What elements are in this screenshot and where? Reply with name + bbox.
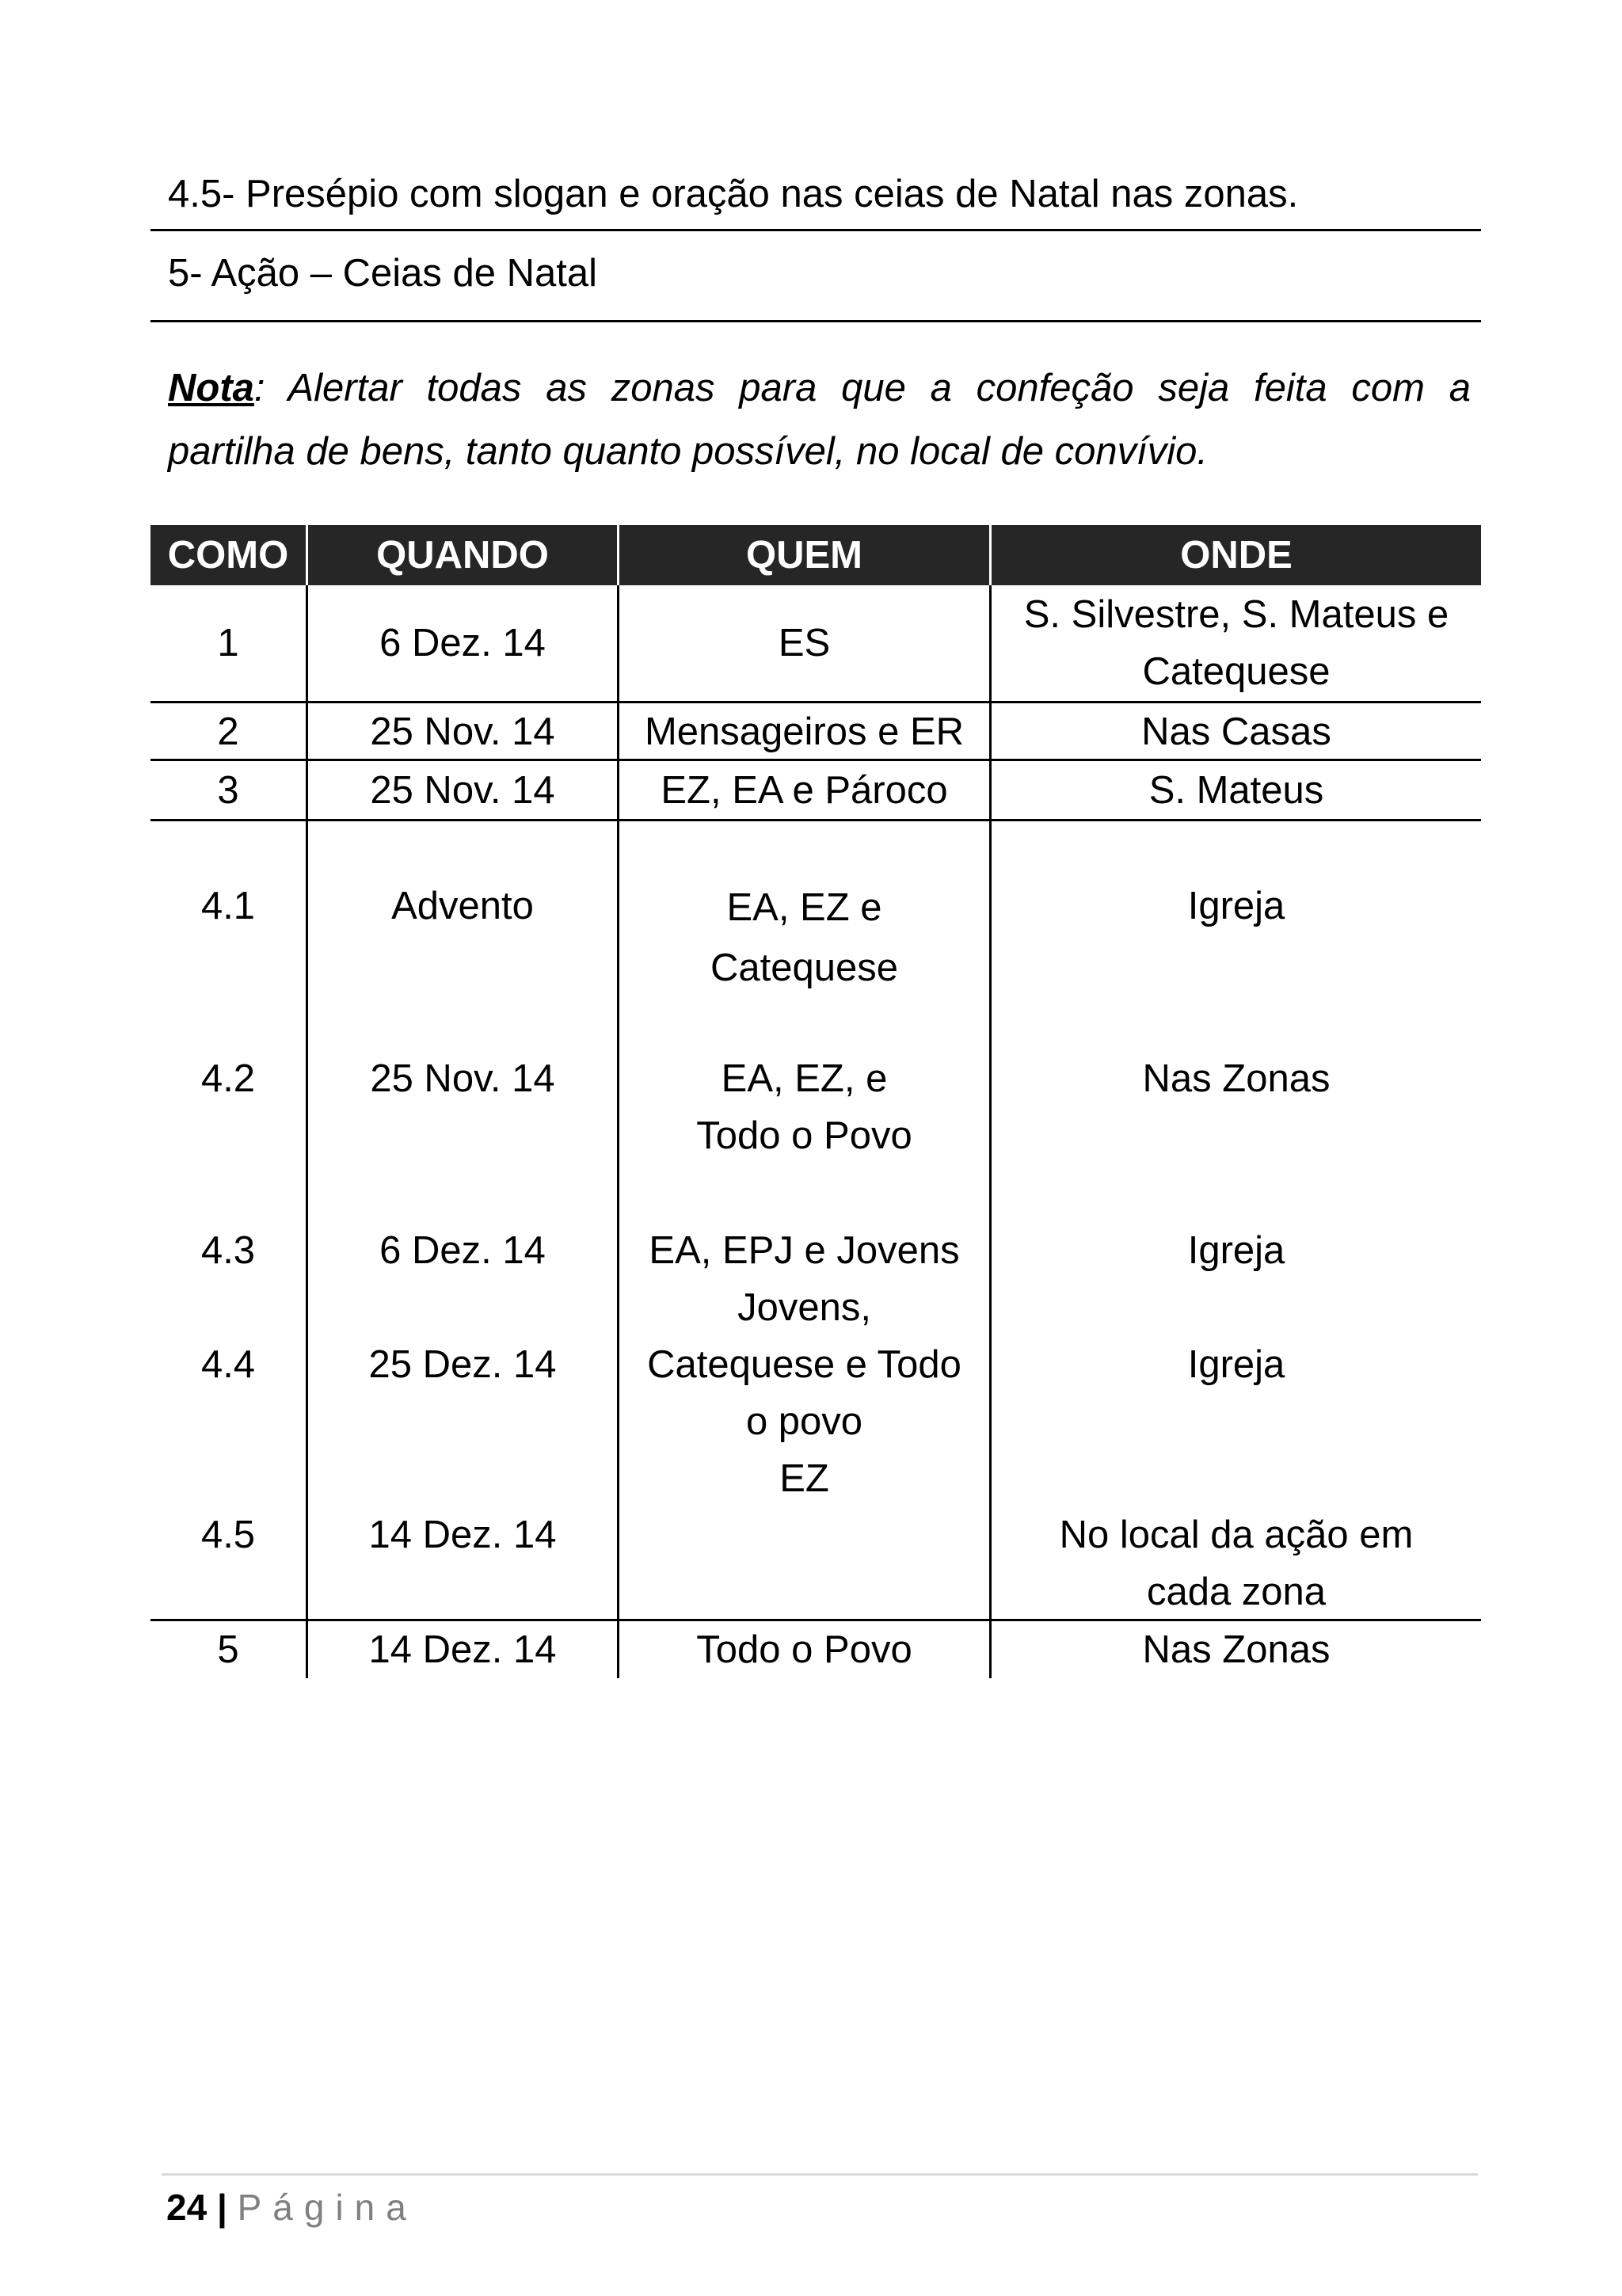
cell-quando: 25 Nov. 14 (370, 769, 555, 812)
cell-quem: EA, EZ, e Todo o Povo (696, 1057, 912, 1157)
cell-quem: EZ, EA e Pároco (661, 769, 948, 812)
page-footer (166, 2182, 417, 2233)
divider (150, 320, 1481, 322)
cell-onde: Nas Zonas (1142, 1057, 1331, 1100)
note-text-line-2: partilha de bens, tanto quanto possível, no local de convívio. (168, 430, 1208, 473)
cell-como: 3 (217, 769, 239, 812)
cell-onde: S. Mateus (1148, 769, 1324, 812)
footer-separator: | (216, 2187, 227, 2228)
cell-onde: Nas Zonas (1142, 1628, 1331, 1671)
cell-quando: 25 Nov. 14 (370, 1057, 555, 1100)
cell-como: 5 (217, 1628, 239, 1671)
section-item-5: 5- Ação – Ceias de Natal (168, 252, 598, 295)
cell-quando: 25 Dez. 14 (368, 1343, 557, 1386)
cell-quem: Todo o Povo (696, 1628, 912, 1671)
header-como: COMO (167, 534, 289, 577)
footer-page-label: Página (237, 2187, 417, 2228)
table-header (150, 525, 1481, 585)
row-divider (150, 819, 1481, 821)
footer-divider (162, 2173, 1478, 2176)
cell-como: 4.5 (200, 1514, 256, 1556)
header-quem: QUEM (746, 534, 862, 577)
cell-quem: Jovens, Catequese e Todo o povo (647, 1286, 961, 1443)
section-item-4-5: 4.5- Presépio com slogan e oração nas ceias de Natal nas zonas. (168, 173, 1299, 215)
cell-onde: Nas Casas (1141, 710, 1331, 753)
cell-quem: Mensageiros e ER (644, 710, 965, 753)
cell-quando: 6 Dez. 14 (379, 622, 546, 664)
cell-onde: Igreja (1187, 1343, 1285, 1386)
page-number: 24 (166, 2187, 208, 2228)
cell-quando: 14 Dez. 14 (368, 1628, 557, 1671)
note-paragraph (168, 356, 1471, 483)
cell-onde: Igreja (1187, 1229, 1285, 1272)
cell-como: 2 (217, 710, 239, 753)
cell-como: 4.3 (200, 1229, 256, 1272)
cell-quem: EZ (779, 1457, 829, 1500)
header-onde: ONDE (1180, 534, 1293, 577)
cell-como: 4.4 (200, 1343, 256, 1386)
cell-onde: S. Silvestre, S. Mateus e Catequese (1023, 593, 1449, 693)
cell-como: 4.1 (200, 885, 256, 927)
note-label: Nota (168, 367, 254, 409)
cell-quem: EA, EZ e Catequese (710, 886, 898, 989)
cell-onde: No local da ação em cada zona (1059, 1514, 1414, 1613)
cell-quem: ES (778, 622, 831, 664)
cell-onde: Igreja (1187, 885, 1285, 927)
divider (150, 229, 1481, 231)
header-quando: QUANDO (376, 534, 549, 577)
cell-quando: 6 Dez. 14 (379, 1229, 546, 1272)
cell-quem: EA, EPJ e Jovens (649, 1229, 960, 1272)
cell-como: 1 (217, 622, 239, 664)
cell-quando: Advento (391, 885, 534, 927)
note-text-line-1: : Alertar todas as zonas para que a confeção seja feita com a (253, 367, 1471, 409)
cell-quando: 14 Dez. 14 (368, 1514, 557, 1556)
cell-quando: 25 Nov. 14 (370, 710, 555, 753)
cell-como: 4.2 (200, 1057, 256, 1100)
